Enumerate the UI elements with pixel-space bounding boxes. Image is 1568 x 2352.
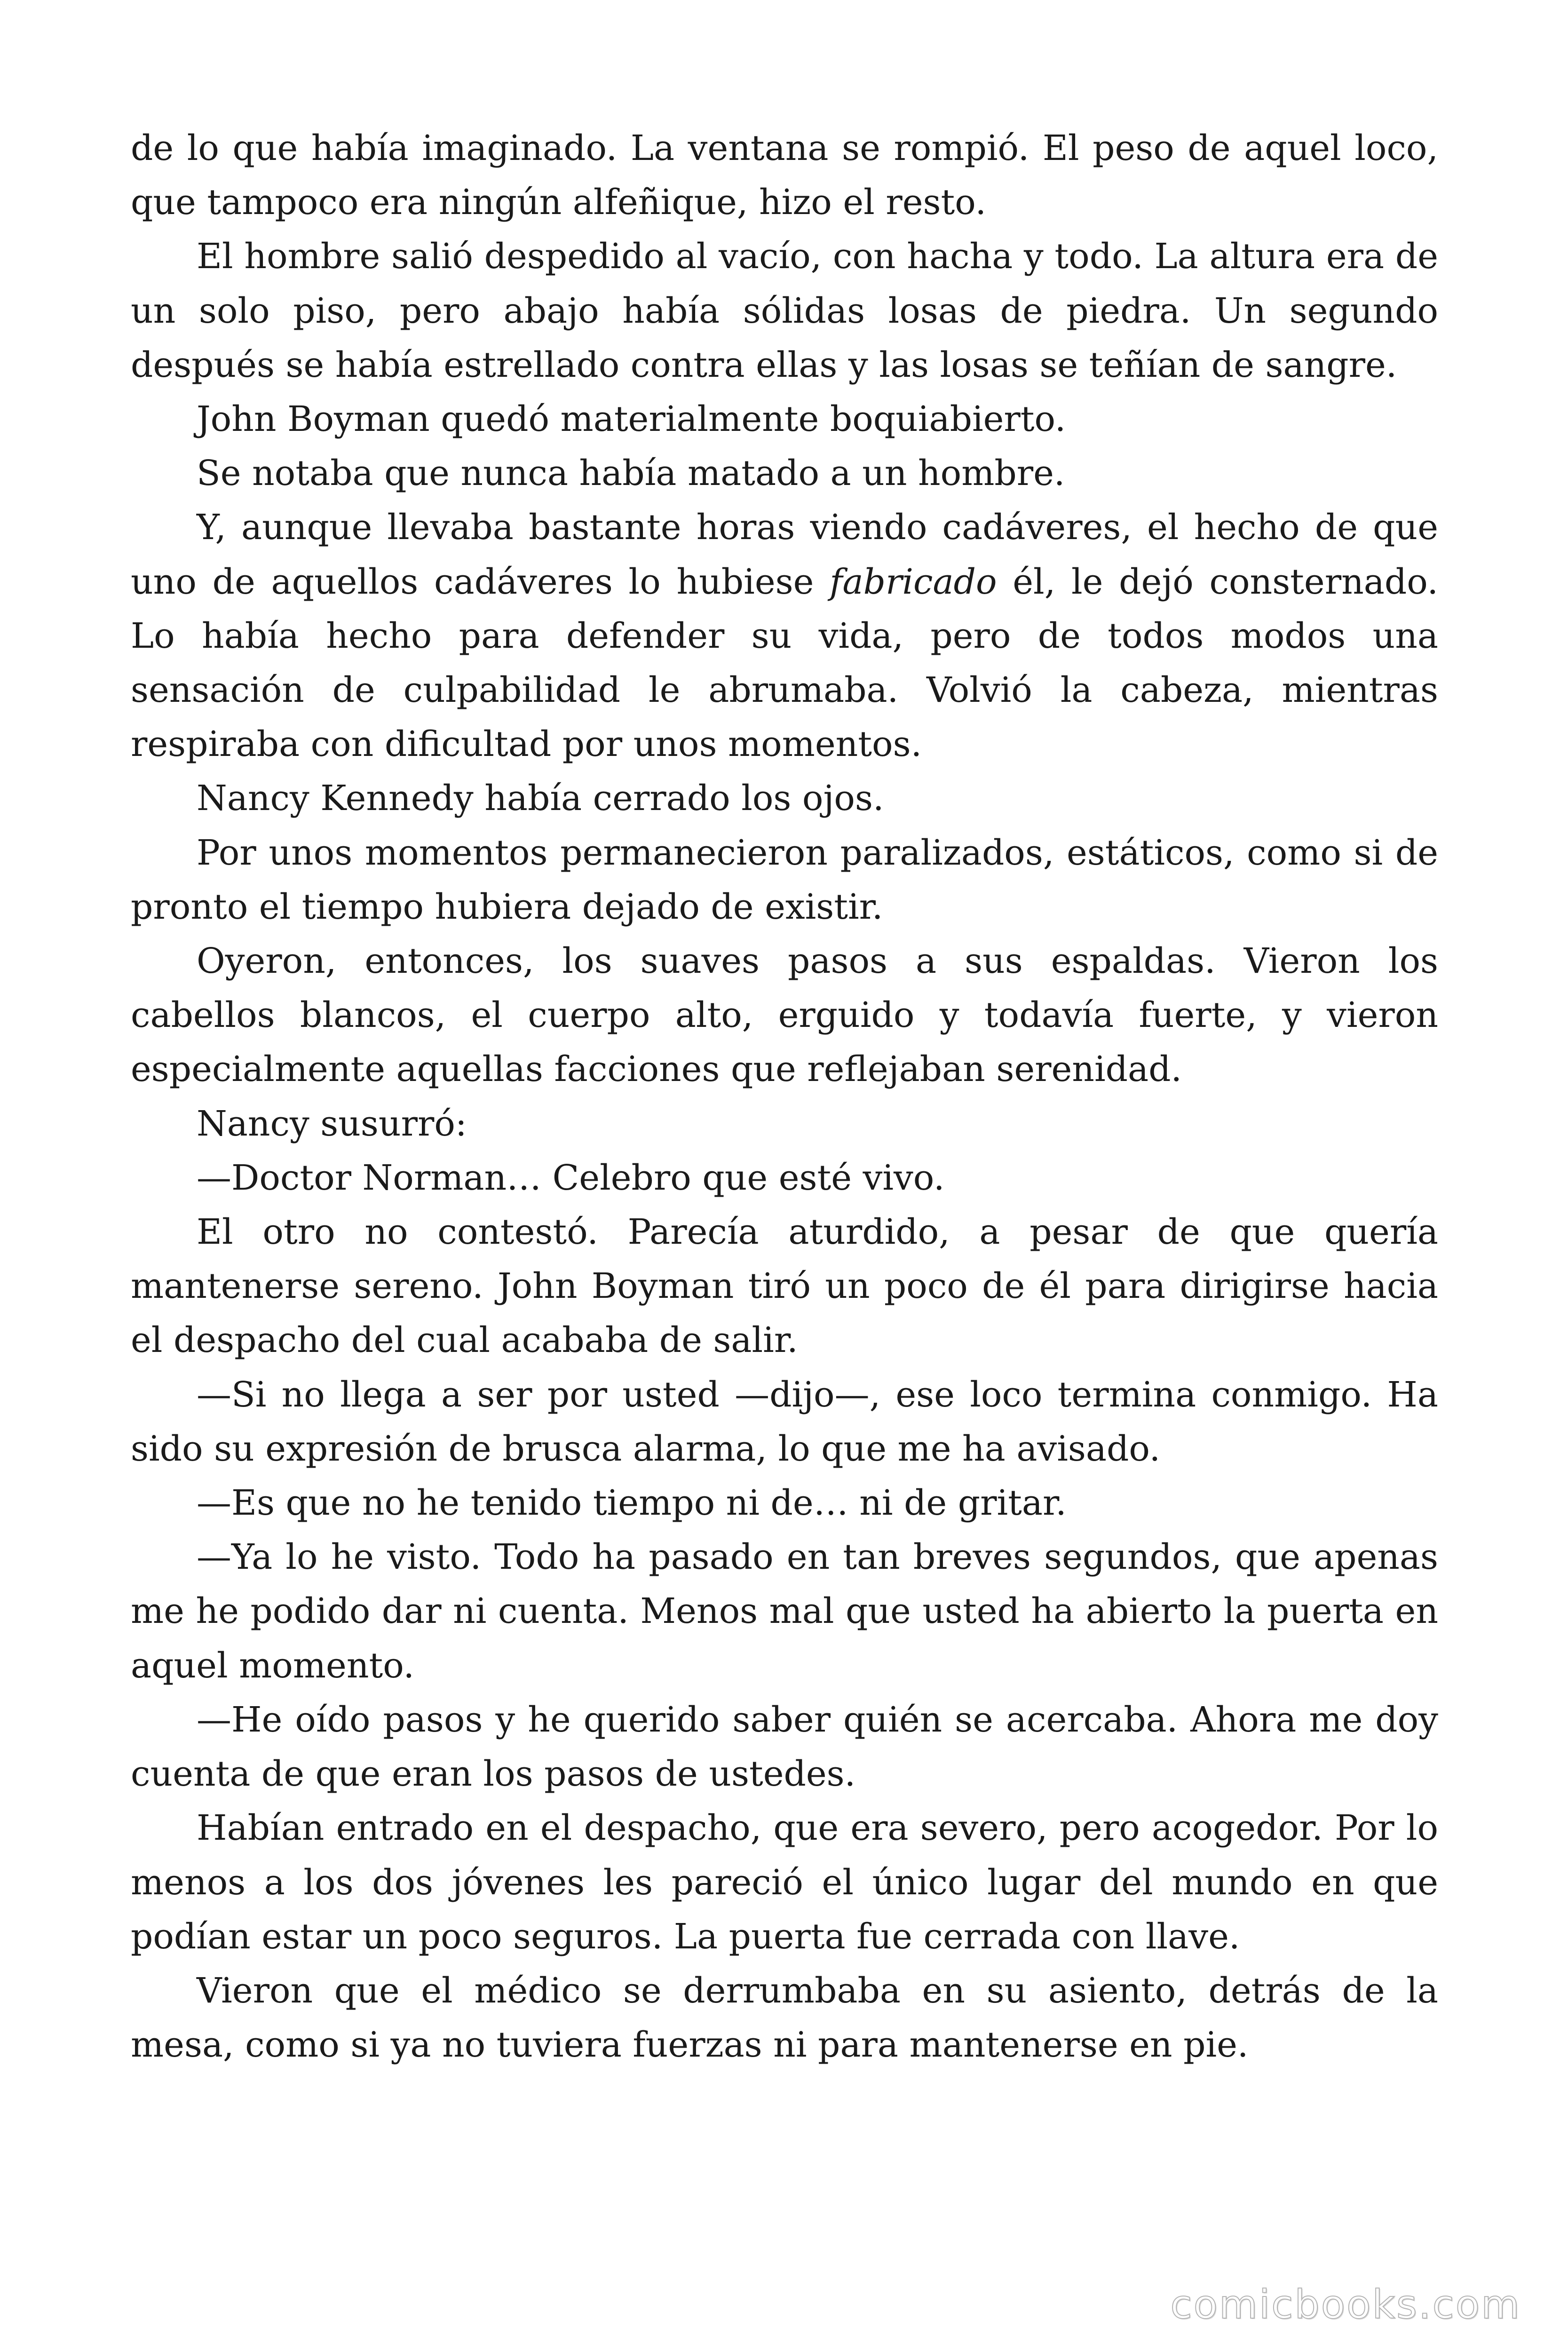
paragraph-5-start: Y, aunque llevaba bastante horas viendo cadáveres, el hecho de que uno de aquellos cadáveres lo hubiese (131, 507, 1438, 602)
paragraph-6: Nancy Kennedy había cerrado los ojos. (197, 778, 884, 819)
paragraph-2: El hombre salió despedido al vacío, con hacha y todo. La altura era de un solo piso, pero abajo había sólidas losas de piedra. Un segundo después se había estrellado contra ellas y las losas se teñían de sangre. (131, 236, 1438, 385)
paragraph-4: Se notaba que nunca había matado a un hombre. (197, 453, 1065, 494)
paragraph-16: Habían entrado en el despacho, que era severo, pero acogedor. Por lo menos a los dos jóvenes les pareció el único lugar del mundo en que podían estar un poco seguros. La puerta fue cerrada con llave. (131, 1808, 1438, 1957)
paragraph-17: Vieron que el médico se derrumbaba en su asiento, detrás de la mesa, como si ya no tuviera fuerzas ni para mantenerse en pie. (131, 1970, 1438, 2066)
paragraph-5-end: él, le dejó consternado. Lo había hecho para defender su vida, pero de todos modos una sensación de culpabilidad le abrumaba. Volvió la cabeza, mientras respiraba con dificultad por unos momentos. (131, 561, 1438, 765)
paragraph-7: Por unos momentos permanecieron paralizados, estáticos, como si de pronto el tiempo hubiera dejado de existir. (131, 832, 1438, 927)
paragraph-10: —Doctor Norman… Celebro que esté vivo. (197, 1157, 945, 1198)
paragraph-9: Nancy susurró: (197, 1103, 467, 1144)
paragraph-1: de lo que había imaginado. La ventana se rompió. El peso de aquel loco, que tampoco era ningún alfeñique, hizo el resto. (131, 128, 1438, 223)
paragraph-14: —Ya lo he visto. Todo ha pasado en tan breves segundos, que apenas me he podido dar ni cuenta. Menos mal que usted ha abierto la puerta en aquel momento. (131, 1537, 1438, 1686)
paragraph-12: —Si no llega a ser por usted —dijo—, ese loco termina conmigo. Ha sido su expresión de brusca alarma, lo que me ha avisado. (131, 1374, 1438, 1469)
paragraph-15: —He oído pasos y he querido saber quién se acercaba. Ahora me doy cuenta de que eran los pasos de ustedes. (131, 1699, 1438, 1795)
paragraph-11: El otro no contestó. Parecía aturdido, a pesar de que quería mantenerse sereno. John Boyman tiró un poco de él para dirigirse hacia el despacho del cual acababa de salir. (131, 1212, 1438, 1361)
paragraph-8: Oyeron, entonces, los suaves pasos a sus espaldas. Vieron los cabellos blancos, el cuerpo alto, erguido y todavía fuerte, y vieron especialmente aquellas facciones que reflejaban serenidad. (131, 941, 1438, 1090)
italic-word: fabricado (830, 561, 997, 602)
body-text (131, 121, 1438, 2072)
paragraph-5 (131, 501, 1438, 771)
paragraph-3: John Boyman quedó materialmente boquiabierto. (197, 399, 1066, 440)
watermark: comicbooks.com (1170, 2281, 1521, 2328)
paragraph-13: —Es que no he tenido tiempo ni de… ni de gritar. (197, 1483, 1067, 1524)
